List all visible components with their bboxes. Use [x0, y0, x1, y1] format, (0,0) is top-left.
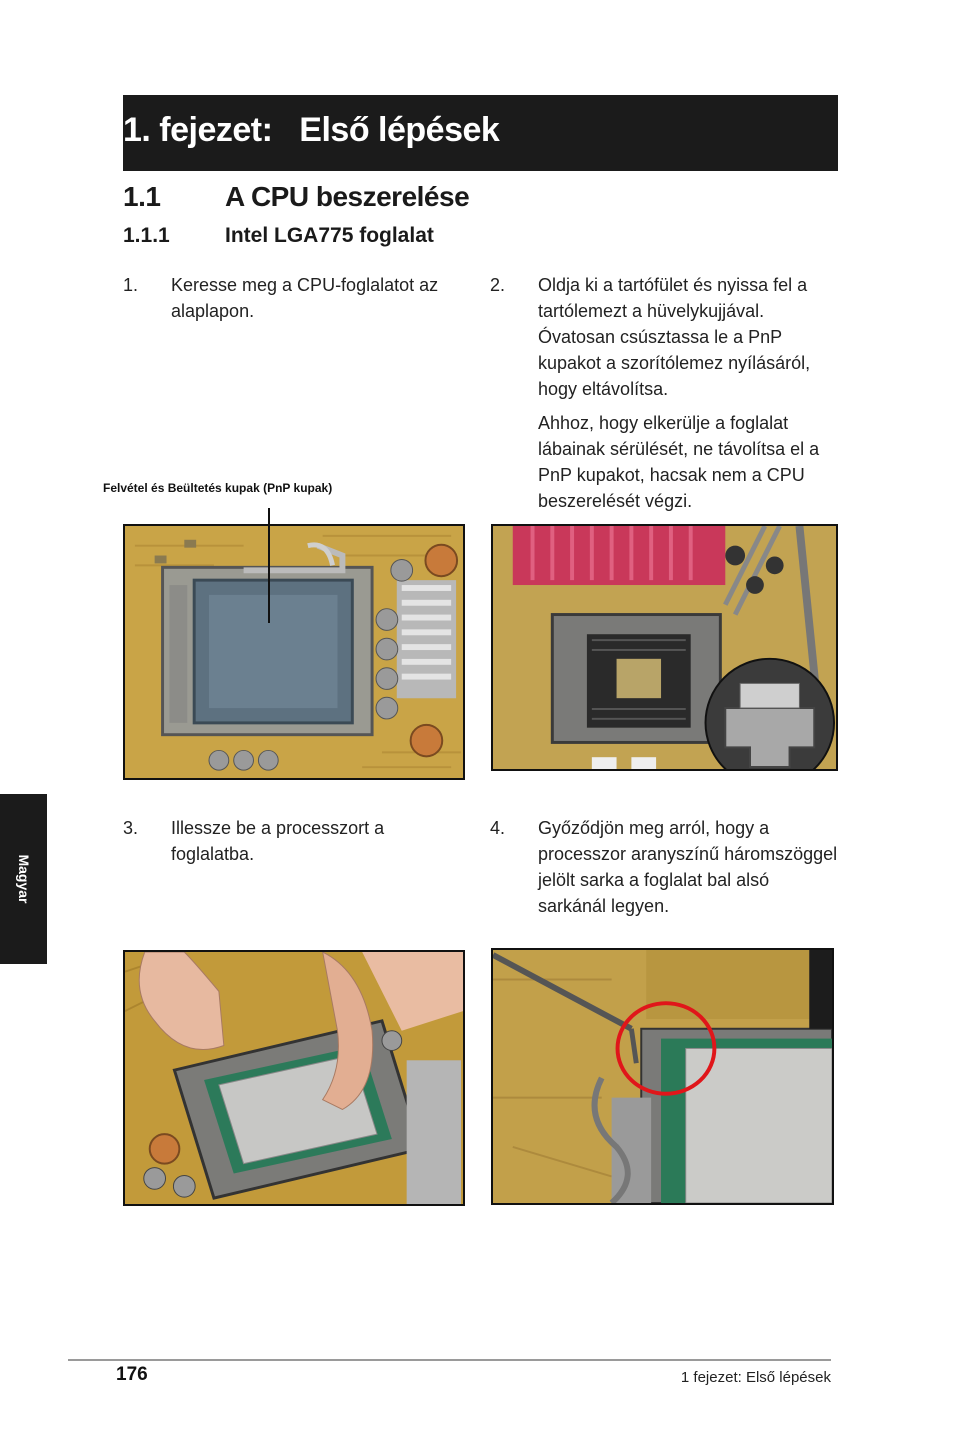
- photo-socket-with-pnp-cap: [123, 524, 465, 780]
- language-side-tab: [0, 794, 47, 964]
- page-number: 176: [116, 1364, 148, 1385]
- chapter-title: 1. fejezet: Első lépések: [123, 111, 500, 149]
- section-heading: [123, 181, 469, 213]
- photo-inserting-cpu: [123, 950, 465, 1206]
- subsection-heading: [123, 224, 434, 248]
- footer-rule: [68, 1359, 831, 1361]
- step-3-number: 3.: [123, 818, 139, 838]
- footer-chapter-ref: 1 fejezet: Első lépések: [680, 1369, 831, 1386]
- section-title: A CPU beszerelése: [225, 181, 470, 212]
- photo-opened-socket: [491, 524, 838, 771]
- photo-cpu-corner-alignment: [491, 948, 834, 1205]
- step-2-note: Ahhoz, hogy elkerülje a foglalat lábainak sérülését, ne távolítsa el a PnP kupakot, hacsak nem a CPU beszerelését végzi.: [538, 413, 820, 511]
- step-4-text: Győződjön meg arról, hogy a processzor aranyszínű háromszöggel jelölt sarka a foglalat bal alsó sarkánál legyen.: [538, 818, 838, 916]
- step-1-number: 1.: [123, 275, 139, 295]
- section-number: 1.1: [123, 181, 161, 212]
- step-2-text: Oldja ki a tartófület és nyissa fel a tartólemezt a hüvelykujjával. Óvatosan csúsztassa le a PnP kupakot a szorítólemez nyílásáról, hogy eltávolítsa.: [538, 275, 811, 399]
- step-2-number: 2.: [490, 275, 506, 295]
- callout-leader-line: [268, 508, 270, 623]
- step-3-text: Illessze be a processzort a foglalatba.: [171, 818, 385, 864]
- subsection-number: 1.1.1: [123, 224, 170, 247]
- step-4-number: 4.: [490, 818, 506, 838]
- language-label: Magyar: [15, 854, 32, 904]
- step-1-text: Keresse meg a CPU-foglalatot az alaplapon.: [171, 275, 439, 321]
- pnp-cap-callout-label: Felvétel és Beültetés kupak (PnP kupak): [103, 481, 333, 495]
- chapter-header-bar: [123, 95, 838, 171]
- subsection-title: Intel LGA775 foglalat: [225, 224, 434, 247]
